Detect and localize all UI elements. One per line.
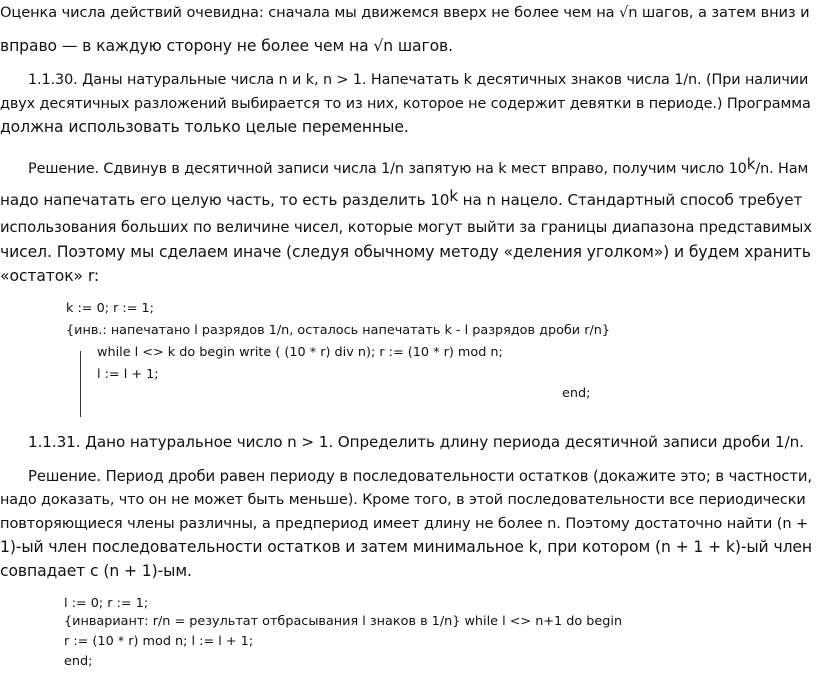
problem-1-1-30-line-2: двух десятичных разложений выбирается то из них, которое не содержит девятки в периоде.) Программа bbox=[0, 96, 811, 112]
solution-1-1-30-line-4: чисел. Поэтому мы сделаем иначе (следуя обычному методу «деления уголком») и будем хранить bbox=[0, 243, 811, 261]
solution-1-1-31-line-2: надо доказать, что он не может быть меньше). Кроме того, в этой последовательности все периодически bbox=[0, 492, 806, 508]
exponent-k: k bbox=[449, 187, 458, 205]
solution-1-1-31-line-1: Решение. Период дроби равен периоду в последовательности остатков (докажите это; в частности, bbox=[28, 468, 812, 485]
code-1-line-5: end; bbox=[562, 386, 591, 401]
problem-1-1-30-line-3: должна использовать только целые переменные. bbox=[0, 118, 409, 136]
problem-1-1-30-line-1: 1.1.30. Даны натуральные числа n и k, n > 1. Напечатать k десятичных знаков числа 1/n. (При наличии bbox=[28, 72, 809, 88]
code-1-line-4: l := l + 1; bbox=[97, 367, 159, 382]
solution-1-1-30-line-3: использования больших по величине чисел, которые могут выйти за границы диапазона представимых bbox=[0, 219, 812, 236]
code-2-line-3: r := (10 * r) mod n; l := l + 1; bbox=[64, 634, 254, 649]
solution-1-1-30-line-2-text: надо напечатать его целую часть, то есть разделить 10 bbox=[0, 191, 450, 209]
exponent-k: k bbox=[746, 155, 756, 173]
code-2-line-1: l := 0; r := 1; bbox=[64, 596, 149, 611]
code-2-line-2: {инвариант: r/n = результат отбрасывания l знаков в 1/n} while l <> n+1 do begin bbox=[64, 614, 623, 629]
solution-1-1-31-line-5: совпадает с (n + 1)-ым. bbox=[0, 562, 192, 580]
solution-1-1-31-line-3: повторяющиеся члены различны, а предпериод имеет длину не более n. Поэтому достаточно найти (n + bbox=[0, 515, 809, 532]
intro-line-1: Оценка числа действий очевидна: сначала мы движемся вверх не более чем на √n шагов, а затем вниз и bbox=[0, 4, 810, 21]
code-2-line-4: end; bbox=[64, 654, 93, 669]
code-1-line-1: k := 0; r := 1; bbox=[66, 301, 154, 316]
code-1-line-3: while l <> k do begin write ( (10 * r) div n); r := (10 * r) mod n; bbox=[97, 345, 503, 360]
solution-1-1-30-line-1 bbox=[28, 155, 809, 179]
solution-1-1-30-line-5: «остаток» r: bbox=[0, 267, 100, 285]
intro-line-2: вправо — в каждую сторону не более чем на √n шагов. bbox=[0, 37, 453, 55]
problem-1-1-31-line-1: 1.1.31. Дано натуральное число n > 1. Определить длину периода десятичной записи дроби 1/n. bbox=[28, 433, 804, 451]
solution-1-1-31-line-4: 1)-ый член последовательности остатков и затем минимальное k, при котором (n + 1 + k)-ый член bbox=[0, 538, 813, 556]
solution-1-1-30-line-1-text: Решение. Сдвинув в десятичной записи числа 1/n запятую на k мест вправо, получим число 10 bbox=[28, 161, 747, 177]
code-indent-bar bbox=[80, 351, 81, 417]
solution-1-1-30-line-2 bbox=[0, 187, 803, 210]
solution-1-1-30-line-2-tail: на n нацело. Стандартный способ требует bbox=[457, 191, 803, 209]
solution-1-1-30-line-1-tail: /n. Нам bbox=[755, 161, 809, 177]
code-1-line-2: {инв.: напечатано l разрядов 1/n, осталось напечатать k - l разрядов дроби r/n} bbox=[66, 323, 611, 338]
